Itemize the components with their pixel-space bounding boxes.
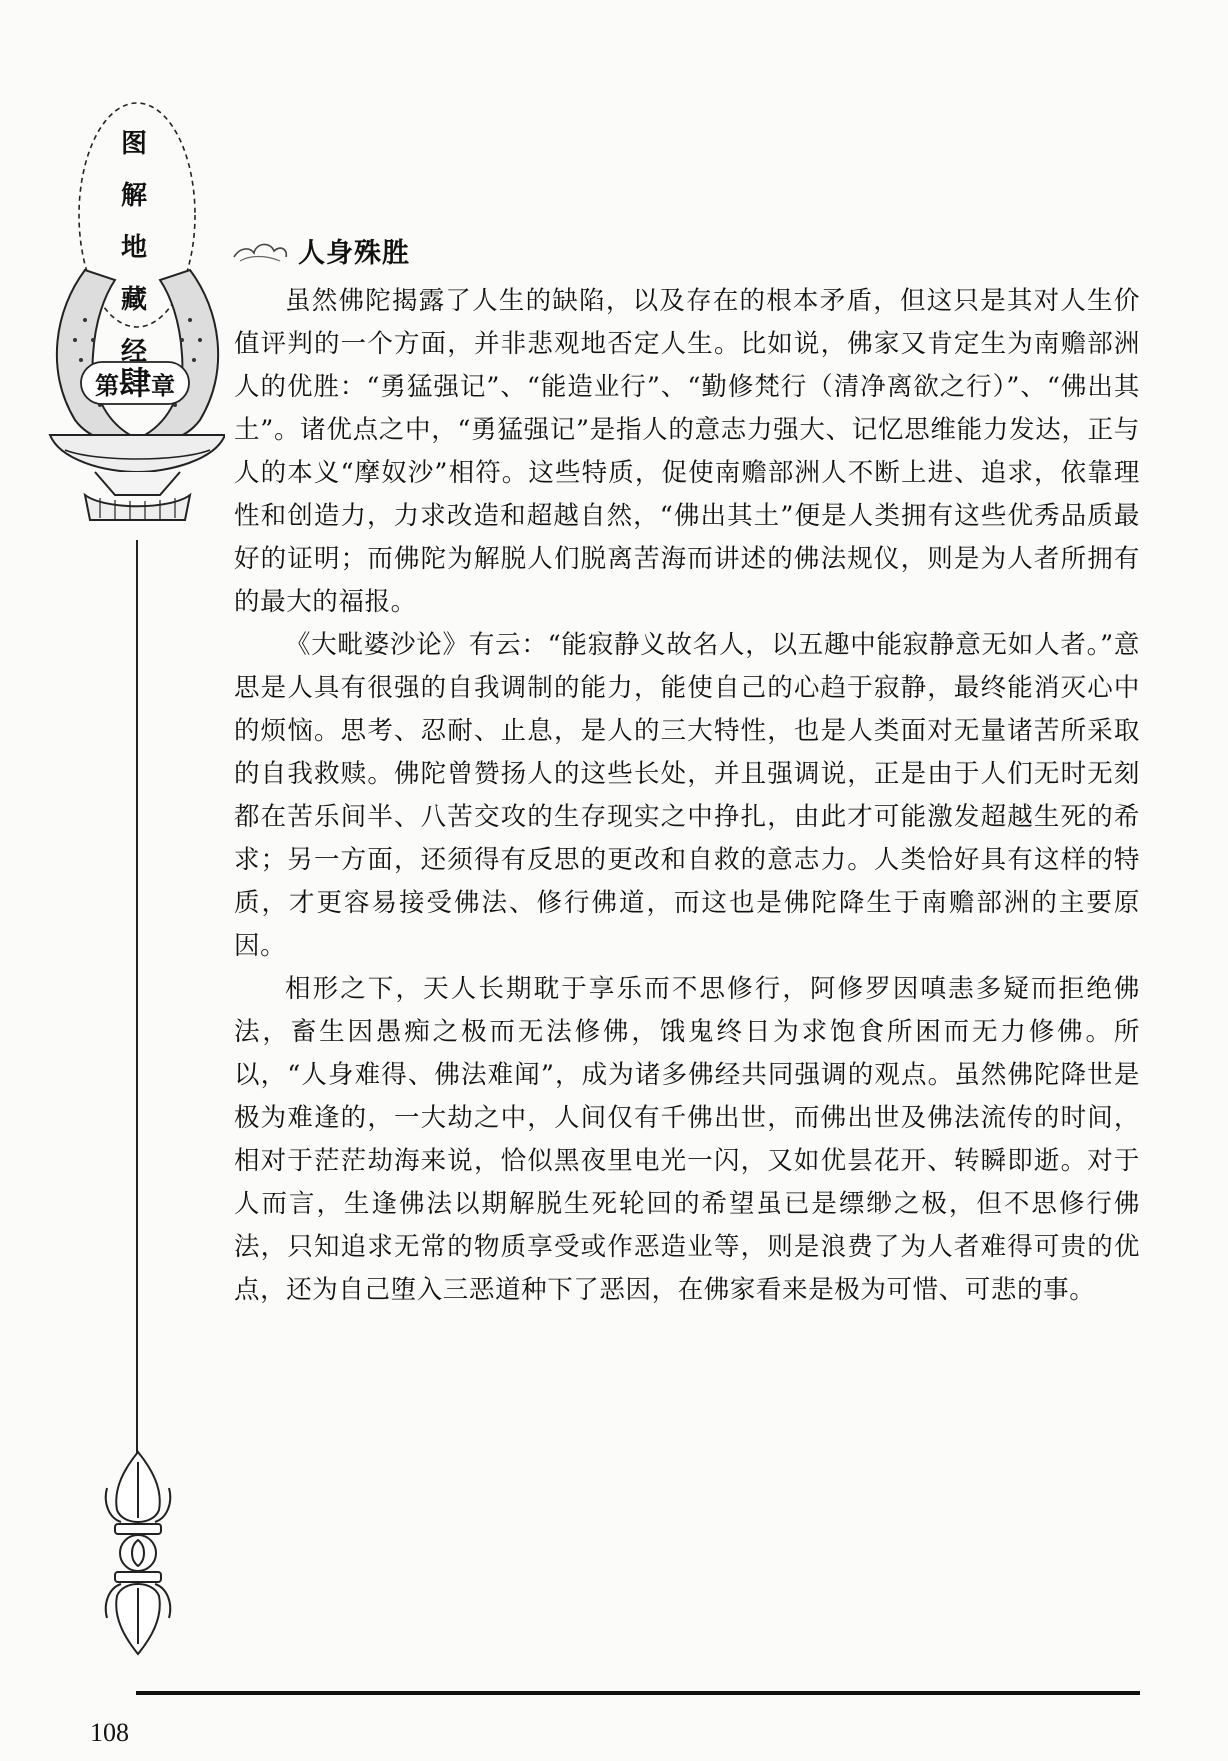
page-number: 108 bbox=[90, 1718, 129, 1747]
chapter-prefix: 第 bbox=[94, 371, 119, 400]
body-text bbox=[234, 280, 1140, 1312]
footer-rule bbox=[136, 1691, 1140, 1695]
title-char: 藏 bbox=[120, 285, 147, 315]
title-char: 经 bbox=[120, 337, 147, 367]
paragraph: 相形之下，天人长期耽于享乐而不思修行，阿修罗因嗔恚多疑而拒绝佛法，畜生因愚痴之极而无法修佛，饿鬼终日为求饱食所困而无力修佛。所以，“人身难得、佛法难闻”，成为诸多佛经共同强调的观点。虽然佛陀降世是极为难逢的，一大劫之中，人间仅有千佛出世，而佛出世及佛法流传的时间，相对于茫茫劫海来说，恰似黑夜里电光一闪，又如优昙花开、转瞬即逝。对于人而言，生逢佛法以期解脱生死轮回的希望虽已是缥缈之极，但不思修行佛法，只知追求无常的物质享受或作恶造业等，则是浪费了为人者难得可贵的优点，还为自己堕入三恶道种下了恶因，在佛家看来是极为可惜、可悲的事。 bbox=[234, 974, 1140, 1305]
chapter-label bbox=[81, 362, 189, 404]
title-char: 地 bbox=[120, 233, 147, 263]
section-title: 人身殊胜 bbox=[298, 237, 410, 269]
title-char: 图 bbox=[120, 129, 147, 159]
cloud-ornament-icon bbox=[230, 235, 290, 265]
chapter-number: 肆 bbox=[118, 364, 151, 402]
title-char: 解 bbox=[120, 181, 147, 211]
vertical-book-title bbox=[118, 128, 158, 388]
margin-rule bbox=[136, 540, 138, 1460]
paragraph: 虽然佛陀揭露了人生的缺陷，以及存在的根本矛盾，但这只是其对人生价值评判的一个方面，并非悲观地否定人生。比如说，佛家又肯定生为南赡部洲人的优胜：“勇猛强记”、“能造业行”、“勤修梵行（清净离欲之行）”、“佛出其土”。诸优点之中，“勇猛强记”是指人的意志力强大、记忆思维能力发达，正与人的本义“摩奴沙”相符。这些特质，促使南赡部洲人不断上进、追求，依靠理性和创造力，力求改造和超越自然，“佛出其土”便是人类拥有这些优秀品质最好的证明；而佛陀为解脱人们脱离苦海而讲述的佛法规仪，则是为人者所拥有的最大的福报。 bbox=[234, 286, 1140, 617]
vajra-ornament-icon bbox=[95, 1448, 181, 1658]
chapter-suffix: 章 bbox=[151, 371, 175, 400]
paragraph: 《大毗婆沙论》有云：“能寂静义故名人，以五趣中能寂静意无如人者。”意思是人具有很强的自我调制的能力，能使自己的心趋于寂静，最终能消灭心中的烦恼。思考、忍耐、止息，是人的三大特性，也是人类面对无量诸苦所采取的自我救赎。佛陀曾赞扬人的这些长处，并且强调说，正是由于人们无时无刻都在苦乐间半、八苦交攻的生存现实之中挣扎，由此才可能激发超越生死的希求；另一方面，还须得有反思的更改和自救的意志力。人类恰好具有这样的特质，才更容易接受佛法、修行佛道，而这也是佛陀降生于南赡部洲的主要原因。 bbox=[234, 630, 1140, 961]
section-heading bbox=[230, 230, 410, 270]
